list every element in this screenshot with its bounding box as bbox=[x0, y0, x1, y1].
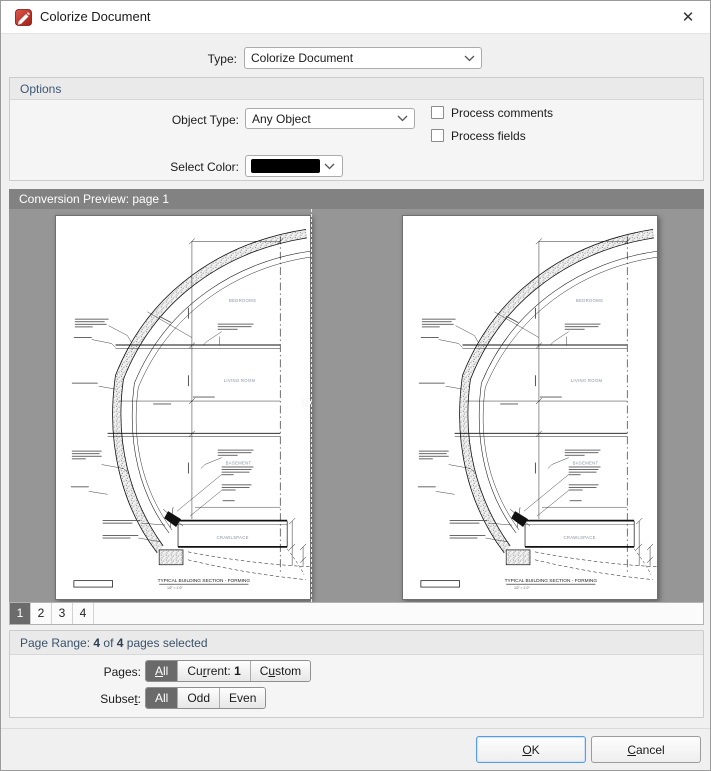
pages-current-button[interactable]: Current: 1 bbox=[177, 661, 249, 681]
page-tab-1[interactable]: 1 bbox=[10, 603, 31, 624]
selected-count: 4 bbox=[93, 636, 101, 650]
pages-segmented-control bbox=[145, 660, 311, 682]
conversion-arrow-icon: » bbox=[301, 391, 313, 413]
object-type-label: Object Type: bbox=[171, 113, 239, 127]
object-type-value: Any Object bbox=[252, 111, 311, 126]
type-dropdown[interactable] bbox=[244, 47, 482, 69]
subset-label: Subset: bbox=[100, 692, 141, 706]
ok-button[interactable]: OK bbox=[476, 736, 586, 763]
page-range-header: Page Range: 4 of 4 pages selected bbox=[10, 631, 703, 655]
options-group bbox=[9, 77, 704, 181]
conversion-preview-header: Conversion Preview: page 1 bbox=[9, 189, 704, 209]
process-comments-label: Process comments bbox=[451, 106, 554, 120]
preview-page-before bbox=[55, 215, 311, 600]
preview-page-tabs bbox=[9, 602, 704, 625]
dialog-title: Colorize Document bbox=[40, 9, 151, 24]
object-type-dropdown[interactable] bbox=[245, 108, 415, 129]
chevron-down-icon bbox=[397, 115, 408, 122]
pages-label: Pages: bbox=[103, 665, 141, 679]
process-comments-checkbox[interactable] bbox=[431, 106, 444, 119]
subset-segmented-control bbox=[145, 687, 266, 709]
type-dropdown-value: Colorize Document bbox=[251, 51, 354, 65]
page-tab-2[interactable]: 2 bbox=[31, 603, 52, 624]
architectural-drawing bbox=[56, 216, 313, 599]
preview-page-after bbox=[402, 215, 658, 600]
footer-separator bbox=[1, 728, 710, 729]
current-page-number: 1 bbox=[234, 664, 241, 678]
pages-custom-button[interactable]: Custom bbox=[250, 661, 310, 681]
color-swatch bbox=[251, 159, 320, 173]
chevron-down-icon bbox=[324, 163, 335, 170]
select-color-dropdown[interactable] bbox=[245, 155, 343, 177]
close-button[interactable]: ✕ bbox=[681, 9, 695, 26]
colorize-app-icon bbox=[15, 9, 32, 26]
select-color-label: Select Color: bbox=[170, 160, 239, 174]
process-fields-label: Process fields bbox=[451, 129, 526, 143]
total-count: 4 bbox=[116, 636, 124, 650]
process-fields-checkbox[interactable] bbox=[431, 129, 444, 142]
conversion-preview-area bbox=[9, 209, 704, 602]
type-label: Type: bbox=[207, 52, 237, 66]
title-bar bbox=[1, 1, 710, 34]
page-tab-3[interactable]: 3 bbox=[52, 603, 73, 624]
subset-odd-button[interactable]: Odd bbox=[177, 688, 219, 708]
chevron-down-icon bbox=[464, 55, 475, 62]
subset-all-button[interactable]: All bbox=[146, 688, 177, 708]
cancel-button[interactable]: Cancel bbox=[591, 736, 701, 763]
pages-all-button[interactable]: All bbox=[146, 661, 177, 681]
options-header: Options bbox=[10, 78, 703, 100]
architectural-drawing bbox=[403, 216, 657, 599]
subset-even-button[interactable]: Even bbox=[219, 688, 265, 708]
page-tab-4[interactable]: 4 bbox=[73, 603, 94, 624]
